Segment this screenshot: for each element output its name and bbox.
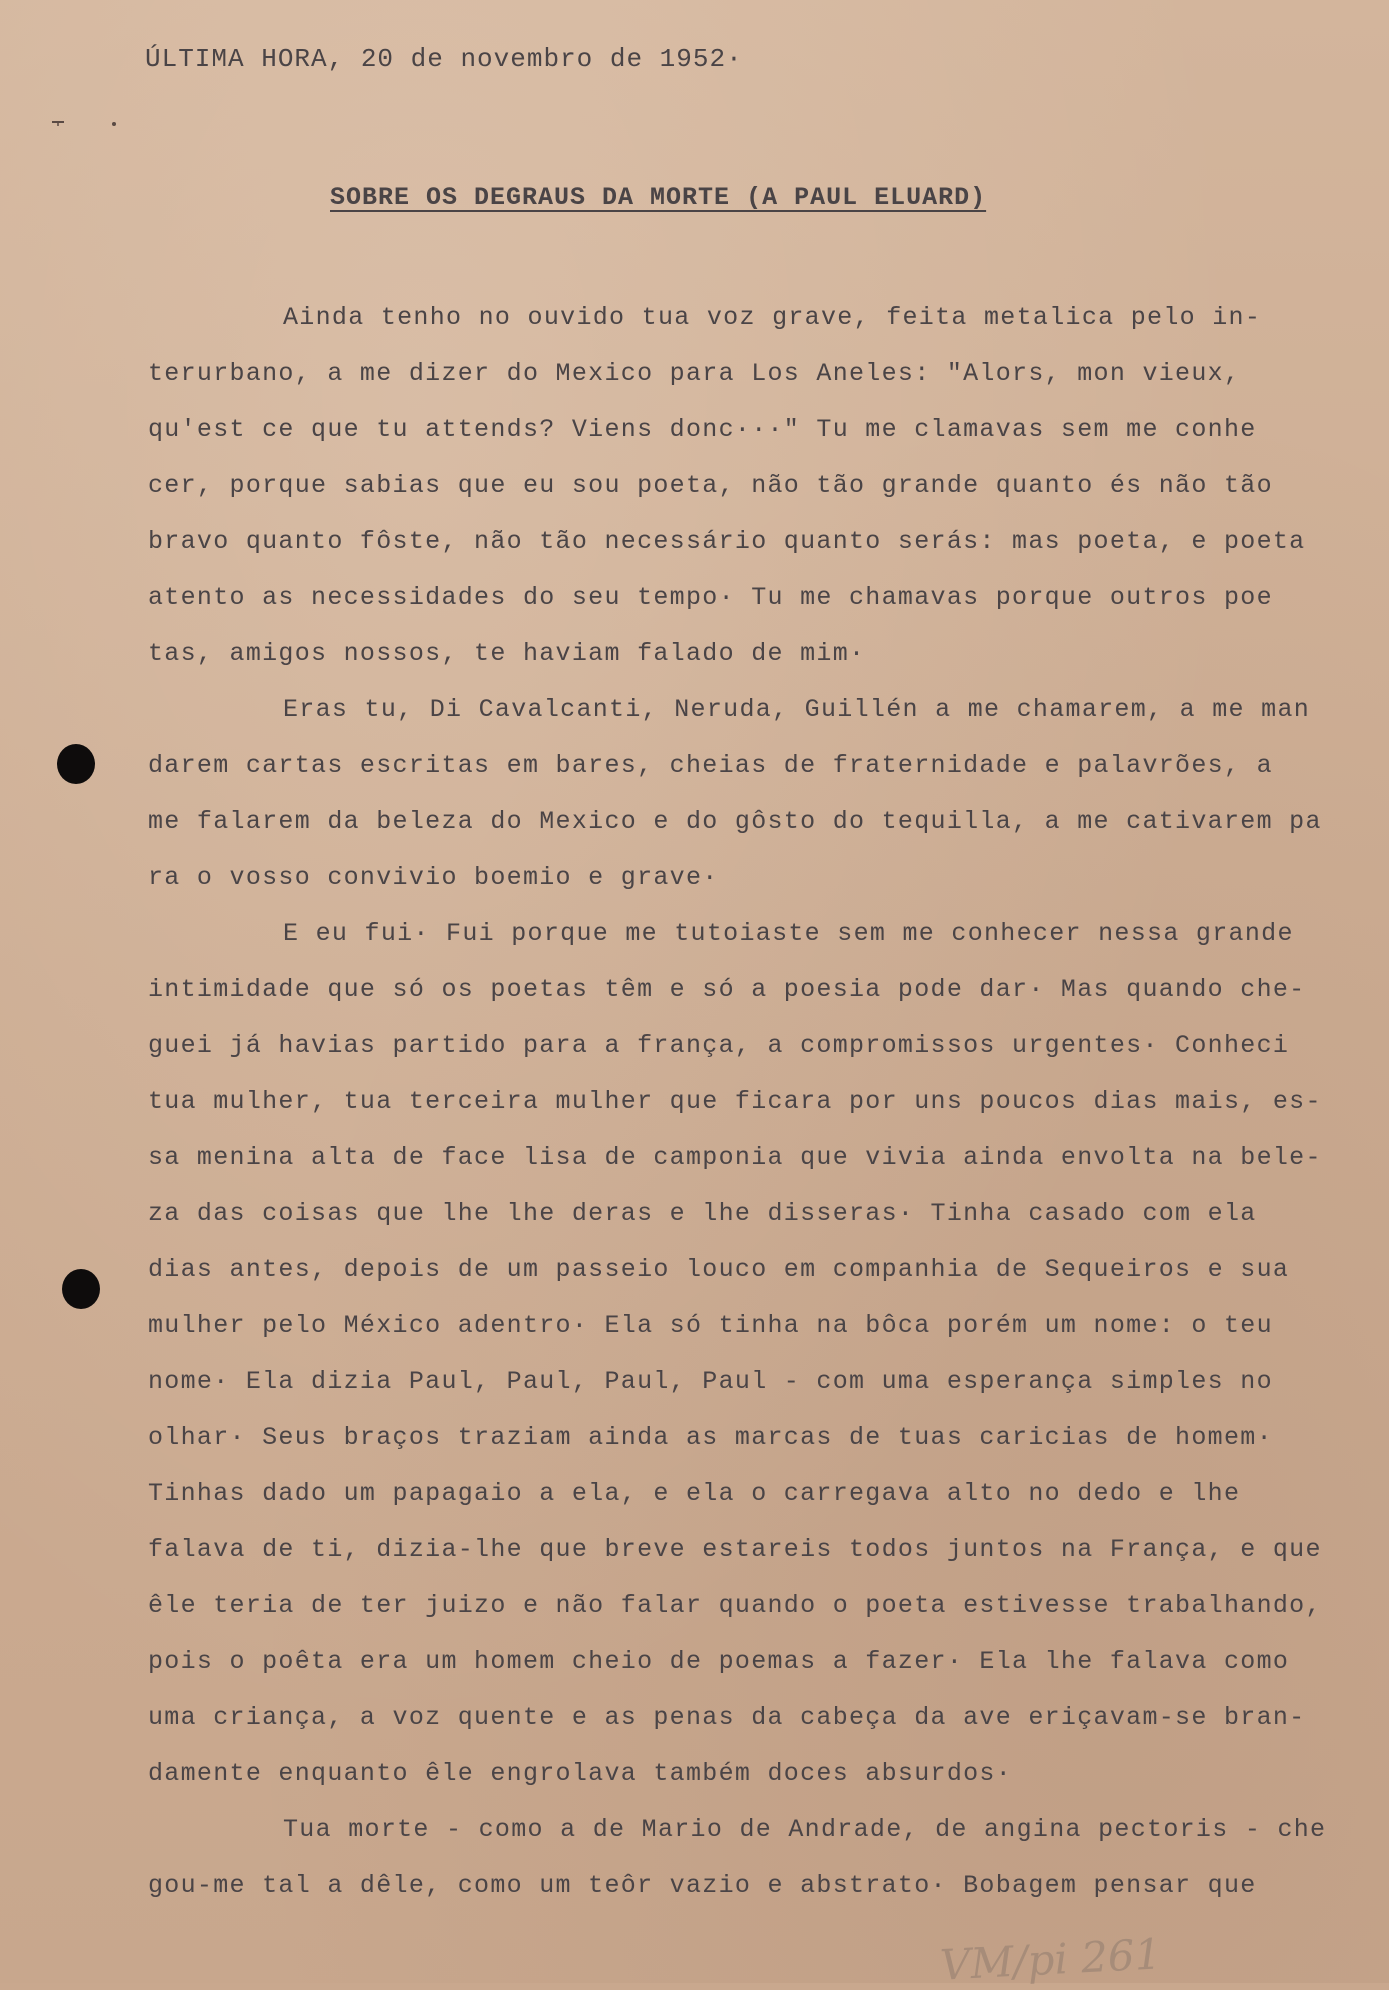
archive-catalog-mark: VM/pi 261: [938, 1929, 1163, 1990]
text-line: sa menina alta de face lisa de camponia que vivia ainda envolta na bele-: [148, 1143, 1322, 1172]
text-line: darem cartas escritas em bares, cheias de fraternidade e palavrões, a: [148, 751, 1273, 780]
text-line: ra o vosso convivio boemio e grave·: [148, 863, 719, 892]
text-line: E eu fui· Fui porque me tutoiaste sem me conhecer nessa grande: [283, 919, 1294, 948]
text-line: êle teria de ter juizo e não falar quando o poeta estivesse trabalhando,: [148, 1591, 1322, 1620]
text-line: Tua morte - como a de Mario de Andrade, de angina pectoris - che: [283, 1815, 1327, 1844]
text-line: falava de ti, dizia-lhe que breve estareis todos juntos na França, e que: [148, 1535, 1322, 1564]
punch-hole: [57, 744, 95, 784]
text-line: dias antes, depois de um passeio louco em companhia de Sequeiros e sua: [148, 1255, 1290, 1284]
text-line: mulher pelo México adentro· Ela só tinha na bôca porém um nome: o teu: [148, 1311, 1273, 1340]
text-line: Tinhas dado um papagaio a ela, e ela o carregava alto no dedo e lhe: [148, 1479, 1241, 1508]
newspaper-dateline: ÚLTIMA HORA, 20 de novembro de 1952·: [145, 44, 743, 74]
text-line: tas, amigos nossos, te haviam falado de mim·: [148, 639, 866, 668]
article-title: SOBRE OS DEGRAUS DA MORTE (A PAUL ELUARD): [330, 183, 987, 212]
text-line: olhar· Seus braços traziam ainda as marcas de tuas caricias de homem·: [148, 1423, 1273, 1452]
article-body: [148, 290, 1358, 1914]
text-line: me falarem da beleza do Mexico e do gôsto do tequilla, a me cativarem pa: [148, 807, 1322, 836]
text-line: qu'est ce que tu attends? Viens donc···" Tu me clamavas sem me conhe: [148, 415, 1257, 444]
text-line: terurbano, a me dizer do Mexico para Los Aneles: "Alors, mon vieux,: [148, 359, 1241, 388]
text-line: cer, porque sabias que eu sou poeta, não tão grande quanto és não tão: [148, 471, 1273, 500]
text-line: Ainda tenho no ouvido tua voz grave, feita metalica pelo in-: [283, 303, 1262, 332]
text-line: pois o poêta era um homem cheio de poemas a fazer· Ela lhe falava como: [148, 1647, 1290, 1676]
punch-hole: [62, 1269, 100, 1309]
stray-ink-mark: [50, 118, 120, 128]
text-line: gou-me tal a dêle, como um teôr vazio e abstrato· Bobagem pensar que: [148, 1871, 1257, 1900]
text-line: Eras tu, Di Cavalcanti, Neruda, Guillén a me chamarem, a me man: [283, 695, 1311, 724]
text-line: bravo quanto fôste, não tão necessário quanto serás: mas poeta, e poeta: [148, 527, 1306, 556]
text-line: guei já havias partido para a frança, a compromissos urgentes· Conheci: [148, 1031, 1290, 1060]
text-line: nome· Ela dizia Paul, Paul, Paul, Paul - com uma esperança simples no: [148, 1367, 1273, 1396]
text-line: intimidade que só os poetas têm e só a poesia pode dar· Mas quando che-: [148, 975, 1306, 1004]
text-line: za das coisas que lhe lhe deras e lhe disseras· Tinha casado com ela: [148, 1199, 1257, 1228]
text-line: damente enquanto êle engrolava também doces absurdos·: [148, 1759, 1013, 1788]
text-line: uma criança, a voz quente e as penas da cabeça da ave eriçavam-se bran-: [148, 1703, 1306, 1732]
text-line: tua mulher, tua terceira mulher que ficara por uns poucos dias mais, es-: [148, 1087, 1322, 1116]
text-line: atento as necessidades do seu tempo· Tu me chamavas porque outros poe: [148, 583, 1273, 612]
